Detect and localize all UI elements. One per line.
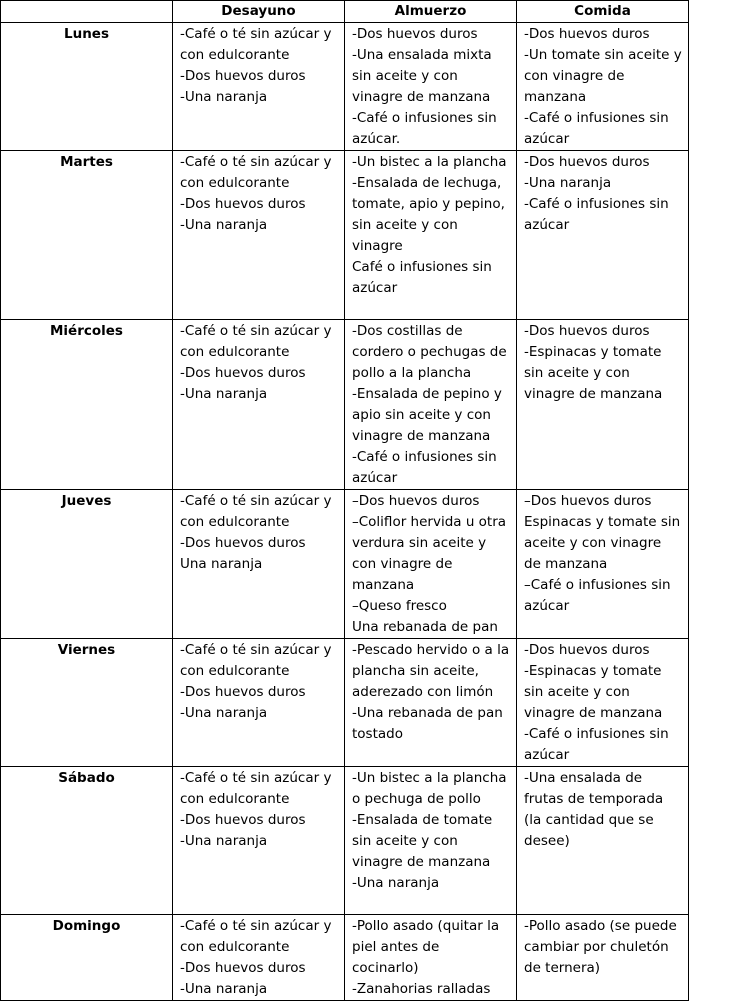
desayuno-item: -Café o té sin azúcar y con edulcorante (180, 493, 332, 530)
comida-item: -Café o infusiones sin azúcar (524, 110, 669, 147)
almuerzo-cell (345, 151, 517, 320)
comida-item: -Espinacas y tomate sin aceite y con vinagre de manzana (524, 663, 663, 721)
desayuno-item: -Una naranja (180, 89, 268, 105)
table-row (1, 23, 689, 151)
desayuno-item: -Dos huevos duros (180, 812, 306, 828)
desayuno-item: -Una naranja (180, 705, 268, 721)
desayuno-item: -Una naranja (180, 386, 268, 402)
almuerzo-item: -Dos huevos duros (352, 26, 478, 42)
almuerzo-item: -Pollo asado (quitar la piel antes de cocinarlo) (352, 918, 500, 976)
almuerzo-item: -Ensalada de pepino y apio sin aceite y con vinagre de manzana (352, 386, 502, 444)
comida-item: -Dos huevos duros (524, 323, 650, 339)
comida-item: -Pollo asado (se puede cambiar por chuletón de ternera) (524, 918, 677, 976)
table-header (1, 1, 689, 23)
desayuno-item: -Café o té sin azúcar y con edulcorante (180, 642, 332, 679)
table-row (1, 639, 689, 767)
desayuno-item: Una naranja (180, 556, 263, 572)
comida-item: -Dos huevos duros (524, 154, 650, 170)
comida-cell (517, 320, 689, 490)
comida-item: -Una naranja (524, 175, 612, 191)
comida-item: –Café o infusiones sin azúcar (524, 577, 671, 614)
header-almuerzo: Almuerzo (345, 1, 517, 23)
day-cell: Martes (1, 151, 173, 320)
desayuno-item: -Café o té sin azúcar y con edulcorante (180, 770, 332, 807)
table-row (1, 151, 689, 320)
header-comida: Comida (517, 1, 689, 23)
almuerzo-item: -Café o infusiones sin azúcar (352, 449, 497, 486)
comida-cell (517, 915, 689, 1001)
table-row (1, 320, 689, 490)
almuerzo-cell (345, 915, 517, 1001)
table-row (1, 915, 689, 1001)
comida-item: -Café o infusiones sin azúcar (524, 726, 669, 763)
almuerzo-cell (345, 490, 517, 639)
almuerzo-item: –Queso fresco (352, 598, 447, 614)
almuerzo-item: -Una rebanada de pan tostado (352, 705, 503, 742)
desayuno-item: -Una naranja (180, 981, 268, 997)
almuerzo-item: –Dos huevos duros (352, 493, 480, 509)
almuerzo-item: -Ensalada de tomate sin aceite y con vinagre de manzana (352, 812, 493, 870)
comida-item: -Un tomate sin aceite y con vinagre de manzana (524, 47, 682, 105)
comida-item: -Espinacas y tomate sin aceite y con vinagre de manzana (524, 344, 663, 402)
desayuno-item: -Dos huevos duros (180, 68, 306, 84)
day-cell: Viernes (1, 639, 173, 767)
desayuno-item: -Café o té sin azúcar y con edulcorante (180, 26, 332, 63)
desayuno-item: -Dos huevos duros (180, 535, 306, 551)
header-empty-cell (1, 1, 173, 23)
comida-item: -Una ensalada de frutas de temporada (la cantidad que se desee) (524, 770, 664, 849)
almuerzo-item: -Café o infusiones sin azúcar. (352, 110, 497, 147)
almuerzo-item: -Zanahorias ralladas (352, 981, 491, 997)
table-body (1, 23, 689, 1001)
comida-cell (517, 151, 689, 320)
desayuno-item: -Dos huevos duros (180, 684, 306, 700)
almuerzo-item: Café o infusiones sin azúcar (352, 259, 492, 296)
day-cell: Sábado (1, 767, 173, 915)
day-cell: Miércoles (1, 320, 173, 490)
almuerzo-item: -Pescado hervido o a la plancha sin aceite, aderezado con limón (352, 642, 510, 700)
almuerzo-item: -Un bistec a la plancha (352, 154, 507, 170)
table-row (1, 490, 689, 639)
desayuno-item: -Una naranja (180, 217, 268, 233)
almuerzo-cell (345, 767, 517, 915)
desayuno-item: -Café o té sin azúcar y con edulcorante (180, 918, 332, 955)
desayuno-cell (173, 639, 345, 767)
desayuno-cell (173, 320, 345, 490)
comida-item: -Dos huevos duros (524, 26, 650, 42)
comida-cell (517, 23, 689, 151)
desayuno-cell (173, 490, 345, 639)
desayuno-item: -Dos huevos duros (180, 365, 306, 381)
header-row (1, 1, 689, 23)
desayuno-item: -Café o té sin azúcar y con edulcorante (180, 154, 332, 191)
table-row (1, 767, 689, 915)
almuerzo-cell (345, 639, 517, 767)
comida-item: -Café o infusiones sin azúcar (524, 196, 669, 233)
desayuno-item: -Dos huevos duros (180, 960, 306, 976)
comida-item: -Dos huevos duros (524, 642, 650, 658)
almuerzo-item: Una rebanada de pan (352, 619, 498, 635)
comida-item: –Dos huevos duros (524, 493, 652, 509)
almuerzo-item: –Coliflor hervida u otra verdura sin aceite y con vinagre de manzana (352, 514, 507, 593)
header-desayuno: Desayuno (173, 1, 345, 23)
desayuno-cell (173, 767, 345, 915)
almuerzo-item: -Una naranja (352, 875, 440, 891)
desayuno-item: -Una naranja (180, 833, 268, 849)
desayuno-cell (173, 915, 345, 1001)
almuerzo-cell (345, 23, 517, 151)
day-cell: Lunes (1, 23, 173, 151)
desayuno-cell (173, 151, 345, 320)
desayuno-item: -Dos huevos duros (180, 196, 306, 212)
comida-cell (517, 767, 689, 915)
comida-cell (517, 490, 689, 639)
day-cell: Domingo (1, 915, 173, 1001)
almuerzo-item: -Ensalada de lechuga, tomate, apio y pepino, sin aceite y con vinagre (352, 175, 505, 254)
almuerzo-cell (345, 320, 517, 490)
day-cell: Jueves (1, 490, 173, 639)
almuerzo-item: -Dos costillas de cordero o pechugas de pollo a la plancha (352, 323, 507, 381)
almuerzo-item: -Una ensalada mixta sin aceite y con vinagre de manzana (352, 47, 492, 105)
comida-item: Espinacas y tomate sin aceite y con vinagre de manzana (524, 514, 681, 572)
almuerzo-item: -Un bistec a la plancha o pechuga de pollo (352, 770, 507, 807)
comida-cell (517, 639, 689, 767)
desayuno-cell (173, 23, 345, 151)
desayuno-item: -Café o té sin azúcar y con edulcorante (180, 323, 332, 360)
